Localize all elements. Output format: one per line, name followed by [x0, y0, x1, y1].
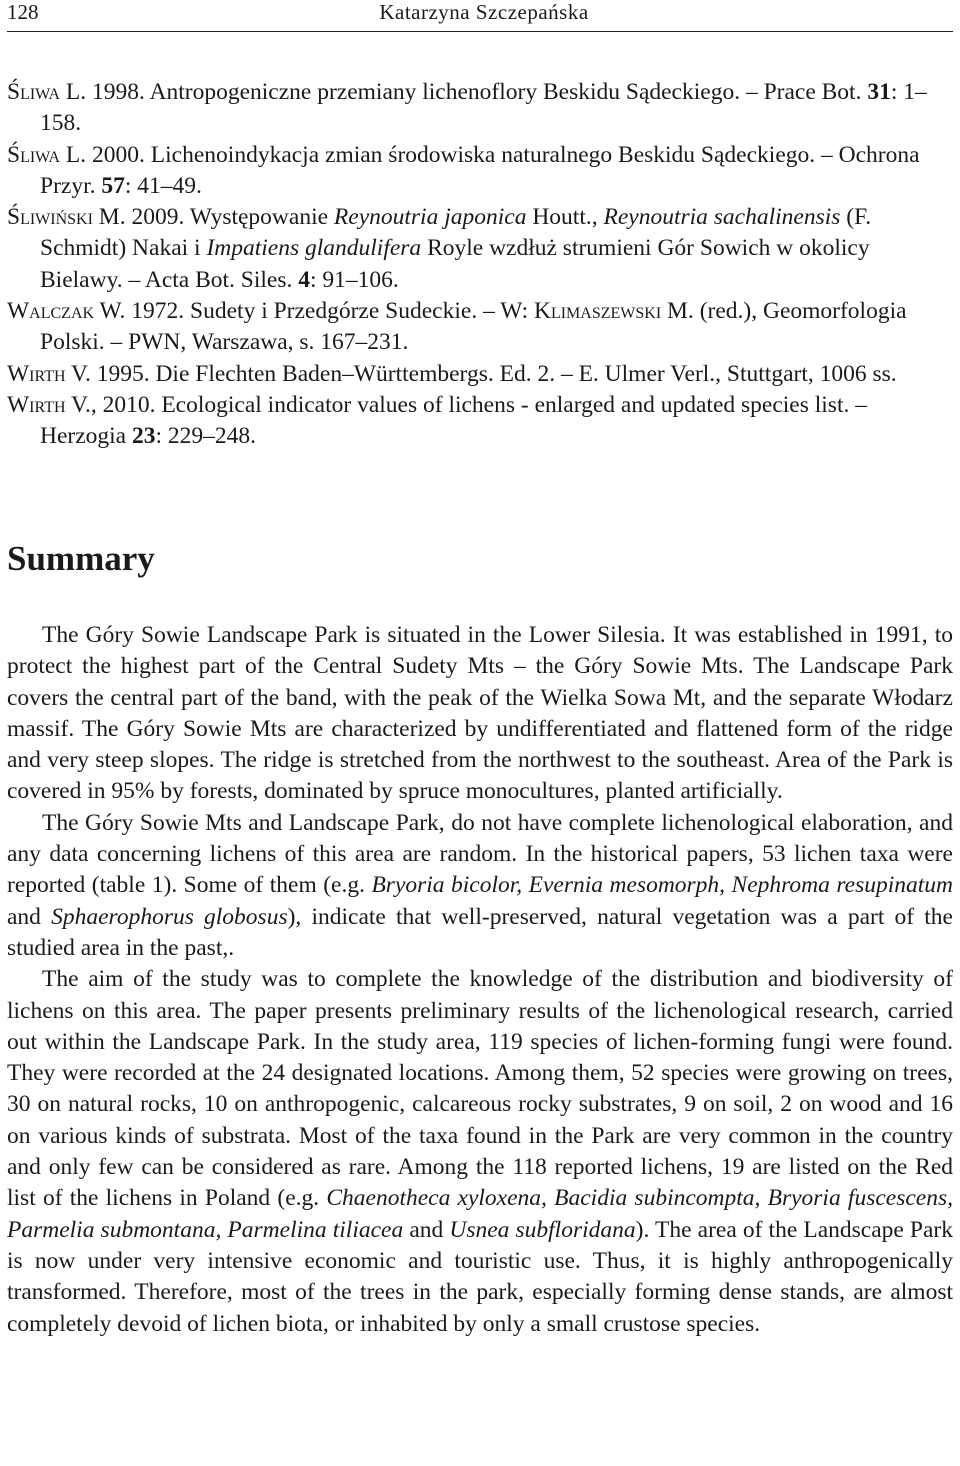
page-number: 128: [7, 0, 39, 24]
ref-volume: 57: [101, 172, 125, 199]
section-title: Summary: [7, 539, 155, 578]
page-header: [7, 0, 953, 32]
reference-item: [7, 140, 953, 203]
ref-taxon: Reynoutria sachalinensis: [603, 204, 841, 231]
summary-body: [7, 620, 953, 1340]
ref-editor: Klimaszewski M.: [533, 298, 694, 325]
summary-text: The aim of the study was to complete the knowledge of the distribution and biodiversity of lichens on this area. The paper presents preliminary results of the lichenological research, carried out within the Landscape Park. In the study area, 119 species of lichen-forming fungi were found. They were recorded at the 24 designated locations. Among them, 52 species were growing on trees, 30 on natural rocks, 10 on anthropogenic, calcareous rocky substrates, 9 on soil, 2 on wood and 16 on various kinds of substrata. Most of the taxa found in the Park are very common in the country and only few can be considered as rare. Among the 118 reported lichens, 19 are listed on the Red list of the lichens in Poland (e.g.: [7, 966, 953, 1212]
ref-pages: : 41–49.: [124, 172, 202, 199]
reference-item: [7, 390, 953, 453]
ref-author: Wirth V.: [7, 391, 91, 418]
ref-text: , 2010. Ecological indicator values of lichens - enlarged and updated species list. – Herzogia: [40, 391, 867, 450]
ref-pages: : 91–106.: [310, 266, 399, 293]
reference-item: [7, 202, 953, 296]
ref-pages: : 229–248.: [155, 423, 257, 450]
ref-text: (red.), Geomorfologia Polski. – PWN, Warszawa, s. 167–231.: [40, 298, 907, 356]
ref-text: Royle wzdłuż strumieni Gór Sowich w okolicy Bielawy. – Acta Bot. Siles.: [40, 235, 870, 293]
ref-text: 1995. Die Flechten Baden–Württembergs. Ed. 2. – E. Ulmer Verl., Stuttgart, 1006 ss.: [90, 360, 897, 387]
summary-text: ). The area of the Landscape Park is now under very intensive economic and touristic use. Thus, it is highly anthropogenically transformed. Therefore, most of the trees in the park, especially forming dense stands, are almost completely devoid of lichen biota, or inhabited by only a small crustose species.: [7, 1216, 953, 1337]
ref-author: Śliwiński M.: [7, 204, 126, 231]
ref-text: Houtt.,: [526, 204, 604, 231]
ref-volume: 31: [867, 79, 891, 105]
ref-author: Wirth V.: [7, 360, 91, 387]
ref-text: 1998. Antropogeniczne przemiany lichenoflory Beskidu Sądeckiego. – Prace Bot.: [86, 79, 868, 105]
running-head: Katarzyna Szczepańska: [379, 0, 589, 24]
ref-author: Walczak W.: [7, 298, 126, 325]
ref-author: Śliwa L.: [7, 79, 87, 105]
summary-paragraph: [7, 964, 953, 1340]
ref-text: (F. Schmidt) Nakai i: [40, 204, 872, 262]
summary-paragraph: [7, 808, 953, 964]
ref-text: 2000. Lichenoindykacja zmian środowiska naturalnego Beskidu Sądeckiego. – Ochrona Przyr.: [40, 141, 920, 199]
summary-text: ), indicate that well-preserved, natural vegetation was a part of the studied area in the past,.: [7, 903, 953, 961]
species-names: Bryoria bicolor, Evernia mesomorph, Nephroma resupinatum: [371, 872, 953, 899]
ref-volume: 4: [298, 266, 311, 293]
reference-item: [7, 77, 953, 140]
species-names: Chaenotheca xyloxena, Bacidia subincompta, Bryoria fuscescens, Parmelia submontana, Parmelina tiliacea: [7, 1185, 953, 1243]
ref-pages: : 1–158.: [40, 79, 927, 137]
ref-text: 2009. Występowanie: [125, 204, 334, 231]
reference-list: [7, 77, 953, 453]
ref-text: 1972. Sudety i Przedgórze Sudeckie. – W:: [125, 298, 534, 325]
summary-text: The Góry Sowie Mts and Landscape Park, do not have complete lichenological elaboration, and any data concerning lichens of this area are random. In the historical papers, 53 lichen taxa were reported (table 1). Some of them (e.g.: [7, 809, 953, 899]
summary-text: and: [403, 1216, 450, 1243]
ref-taxon: Impatiens glandulifera: [206, 235, 422, 262]
summary-paragraph: The Góry Sowie Landscape Park is situated in the Lower Silesia. It was established in 1991, to protect the highest part of the Central Sudety Mts – the Góry Sowie Mts. The Landscape Park covers the central part of the band, with the peak of the Wielka Sowa Mt, and the separate Włodarz massif. The Góry Sowie Mts are characterized by undifferentiated and flattened form of the ridge and very steep slopes. The ridge is stretched from the northwest to the southeast. Area of the Park is covered in 95% by forests, dominated by spruce monocultures, planted artificially.: [7, 622, 953, 805]
ref-author: Śliwa L.: [7, 141, 87, 168]
header-rule: [7, 31, 953, 32]
ref-volume: 23: [132, 423, 156, 450]
ref-taxon: Reynoutria japonica: [333, 204, 527, 231]
reference-item: [7, 296, 953, 359]
species-name: Usnea subfloridana: [449, 1216, 636, 1243]
summary-text: and: [7, 903, 52, 930]
reference-item: [7, 359, 953, 390]
species-name: Sphaerophorus globosus: [51, 903, 288, 930]
